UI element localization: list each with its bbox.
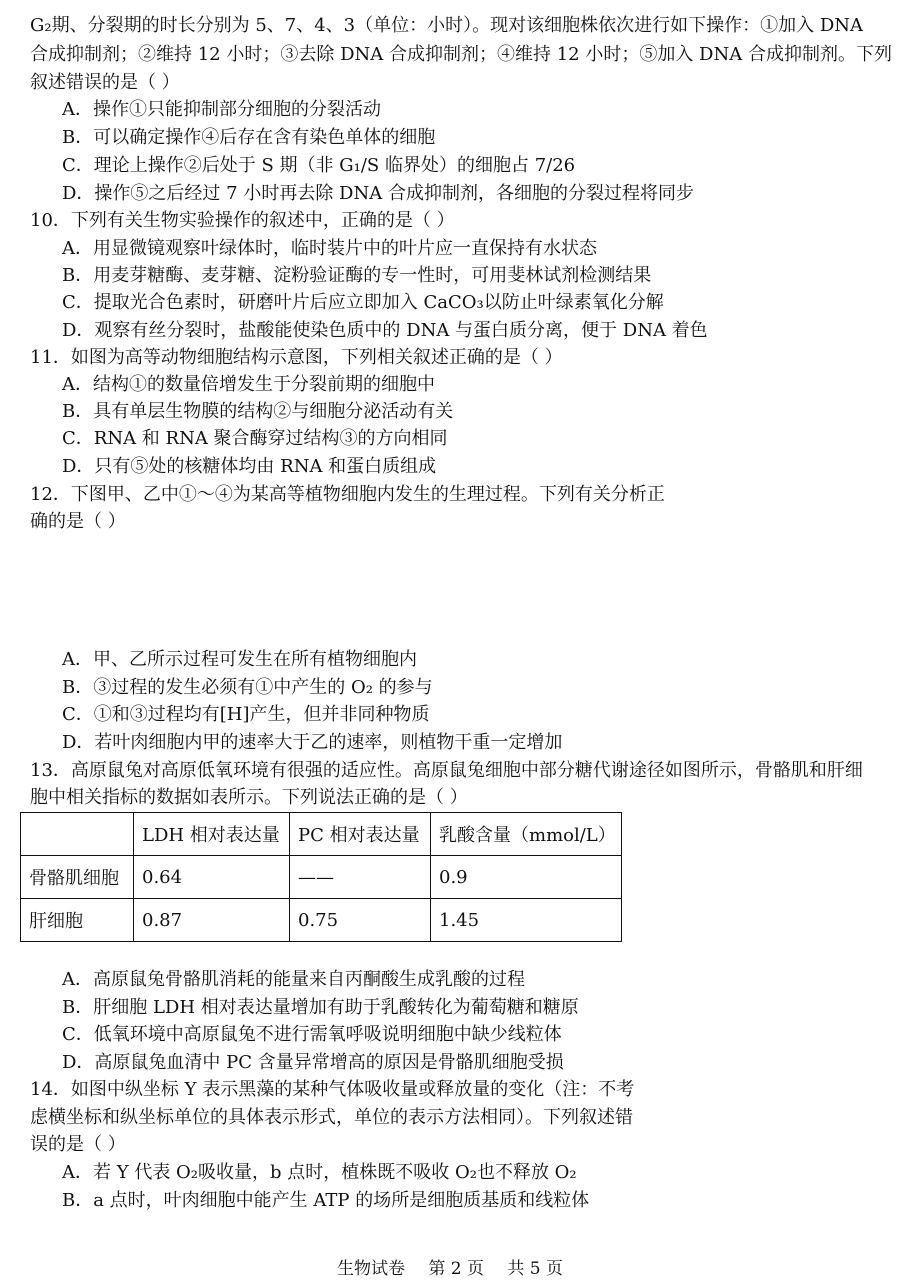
page-footer — [0, 1254, 900, 1279]
answer-option: D．操作⑤之后经过 7 小时再去除 DNA 合成抑制剂，各细胞的分裂过程将同步 — [62, 183, 694, 204]
table-header-cell — [21, 813, 134, 856]
answer-option: B．肝细胞 LDH 相对表达量增加有助于乳酸转化为葡萄糖和糖原 — [62, 997, 579, 1018]
question-line: 10．下列有关生物实验操作的叙述中，正确的是（ ） — [30, 210, 455, 231]
table-cell: 0.9 — [431, 856, 622, 899]
question-line: 14．如图中纵坐标 Y 表示黑藻的某种气体吸收量或释放量的变化（注：不考 — [30, 1079, 635, 1100]
answer-option: B．可以确定操作④后存在含有染色单体的细胞 — [62, 127, 436, 148]
question-line: 11．如图为高等动物细胞结构示意图，下列相关叙述正确的是（ ） — [30, 347, 563, 368]
answer-option: C．①和③过程均有[H]产生，但并非同种物质 — [62, 704, 430, 725]
table-cell: 肝细胞 — [21, 899, 134, 942]
answer-option: A．操作①只能抑制部分细胞的分裂活动 — [62, 99, 381, 120]
answer-option: C．低氧环境中高原鼠兔不进行需氧呼吸说明细胞中缺少线粒体 — [62, 1024, 562, 1045]
answer-option: C．提取光合色素时，研磨叶片后应立即加入 CaCO₃以防止叶绿素氧化分解 — [62, 292, 664, 313]
answer-option: D．高原鼠兔血清中 PC 含量异常增高的原因是骨骼肌细胞受损 — [62, 1052, 564, 1073]
metabolism-data-table — [20, 812, 622, 942]
footer-subject: 生物试卷 — [336, 1259, 405, 1279]
question-line: G₂期、分裂期的时长分别为 5、7、4、3（单位：小时）。现对该细胞株依次进行如下操作：①加入 DNA — [30, 15, 864, 36]
question-line: 确的是（ ） — [30, 511, 126, 532]
question-line: 13．高原鼠兔对高原低氧环境有很强的适应性。高原鼠兔细胞中部分糖代谢途径如图所示，骨骼肌和肝细 — [30, 760, 863, 781]
answer-option: D．观察有丝分裂时，盐酸能使染色质中的 DNA 与蛋白质分离，便于 DNA 着色 — [62, 320, 708, 341]
answer-option: C．RNA 和 RNA 聚合酶穿过结构③的方向相同 — [62, 428, 448, 449]
answer-option: C．理论上操作②后处于 S 期（非 G₁/S 临界处）的细胞占 7/26 — [62, 155, 576, 176]
table-cell: 1.45 — [431, 899, 622, 942]
table-header-row — [21, 813, 622, 856]
question-line: 误的是（ ） — [30, 1134, 126, 1155]
table-header-cell: LDH 相对表达量 — [134, 813, 290, 856]
question-line: 胞中相关指标的数据如表所示。下列说法正确的是（ ） — [30, 787, 468, 808]
question-line: 虑横坐标和纵坐标单位的具体表示形式，单位的表示方法相同）。下列叙述错 — [30, 1107, 633, 1128]
answer-option: A．结构①的数量倍增发生于分裂前期的细胞中 — [62, 374, 435, 395]
answer-option: B．③过程的发生必须有①中产生的 O₂ 的参与 — [62, 677, 433, 698]
question-line: 叙述错误的是（ ） — [30, 72, 180, 93]
question-line: 12．下图甲、乙中①～④为某高等植物细胞内发生的生理过程。下列有关分析正 — [30, 484, 665, 505]
answer-option: D．只有⑤处的核糖体均由 RNA 和蛋白质组成 — [62, 456, 437, 477]
table-cell: —— — [290, 856, 431, 899]
answer-option: A．若 Y 代表 O₂吸收量，b 点时，植株既不吸收 O₂也不释放 O₂ — [62, 1162, 577, 1183]
answer-option: A．高原鼠兔骨骼肌消耗的能量来自丙酮酸生成乳酸的过程 — [62, 969, 525, 990]
table-cell: 骨骼肌细胞 — [21, 856, 134, 899]
answer-option: B．a 点时，叶肉细胞中能产生 ATP 的场所是细胞质基质和线粒体 — [62, 1190, 590, 1211]
question-line: 合成抑制剂；②维持 12 小时；③去除 DNA 合成抑制剂；④维持 12 小时；⑤加入 DNA 合成抑制剂。下列 — [30, 44, 892, 65]
table-header-cell: PC 相对表达量 — [290, 813, 431, 856]
footer-page: 第 2 页 — [428, 1259, 484, 1279]
footer-total: 共 5 页 — [507, 1259, 564, 1279]
answer-option: B．具有单层生物膜的结构②与细胞分泌活动有关 — [62, 401, 454, 422]
answer-option: A．用显微镜观察叶绿体时，临时装片中的叶片应一直保持有水状态 — [62, 238, 597, 259]
table-cell: 0.64 — [134, 856, 290, 899]
table-row — [21, 899, 622, 942]
answer-option: D．若叶肉细胞内甲的速率大于乙的速率，则植物干重一定增加 — [62, 732, 563, 753]
table-cell: 0.87 — [134, 899, 290, 942]
table-header-cell: 乳酸含量（mmol/L） — [431, 813, 622, 856]
answer-option: A．甲、乙所示过程可发生在所有植物细胞内 — [62, 649, 417, 670]
answer-option: B．用麦芽糖酶、麦芽糖、淀粉验证酶的专一性时，可用斐林试剂检测结果 — [62, 265, 652, 286]
table-row — [21, 856, 622, 899]
table-cell: 0.75 — [290, 899, 431, 942]
